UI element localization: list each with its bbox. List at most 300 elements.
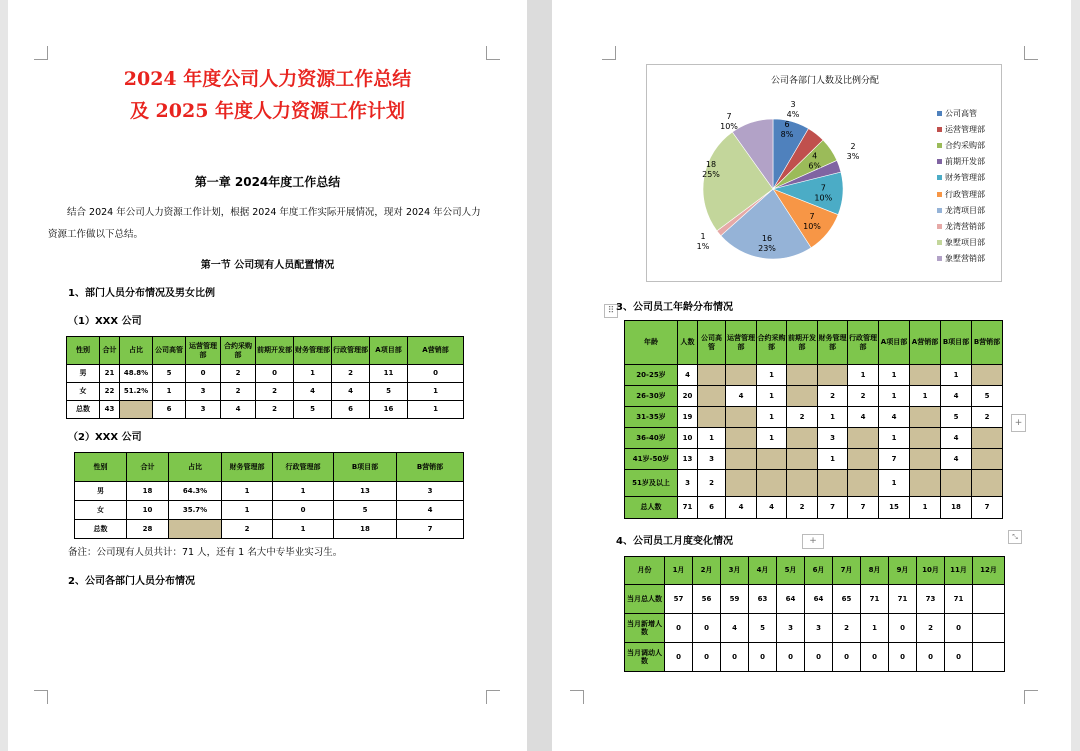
table-row — [75, 520, 464, 539]
header-cell: B营销部 — [397, 453, 464, 482]
table-cell: 0 — [721, 643, 749, 672]
legend-item — [937, 202, 985, 218]
table-cell: 18 — [334, 520, 397, 539]
table-cell: 43 — [100, 401, 120, 419]
table-row — [625, 643, 1005, 672]
header-cell: A营销部 — [408, 337, 464, 365]
company-label-2: （2）XXX 公司 — [68, 432, 142, 443]
table-cell — [698, 407, 726, 428]
table-move-handle-icon[interactable]: ⠿ — [604, 304, 618, 318]
table-cell: 3 — [805, 614, 833, 643]
table-cell: 1 — [848, 365, 879, 386]
table-cell: 13 — [334, 482, 397, 501]
table-row — [625, 585, 1005, 614]
table-cell: 65 — [833, 585, 861, 614]
legend-swatch — [937, 143, 942, 148]
header-cell: 合约采购部 — [757, 321, 787, 365]
legend-item — [937, 218, 985, 234]
pie-percent-label: 6% — [808, 161, 822, 171]
legend-label: 前期开发部 — [945, 157, 985, 167]
pie-value-label: 7 — [820, 183, 826, 193]
legend-item — [937, 105, 985, 121]
pie-percent-label: 10% — [803, 221, 821, 231]
header-cell: 月份 — [625, 557, 665, 585]
table-cell — [757, 449, 787, 470]
table-cell: 22 — [100, 383, 120, 401]
row-label-cell: 51岁及以上 — [625, 470, 678, 497]
pie-value-label: 4 — [812, 151, 818, 161]
header-cell: 前期开发部 — [256, 337, 294, 365]
table-cell — [698, 386, 726, 407]
section-heading: 第一节 公司现有人员配置情况 — [200, 260, 335, 271]
table-cell: 5 — [941, 407, 972, 428]
table-resize-icon[interactable]: ⤡ — [1008, 530, 1022, 544]
table-cell: 0 — [256, 365, 294, 383]
pie-percent-label: 25% — [702, 170, 720, 179]
table-cell: 2 — [787, 407, 818, 428]
table-cell: 2 — [818, 386, 848, 407]
table-cell — [848, 470, 879, 497]
table-cell: 7 — [879, 449, 910, 470]
table-cell: 7 — [848, 497, 879, 519]
table-cell: 57 — [665, 585, 693, 614]
legend-swatch — [937, 159, 942, 164]
table-cell: 3 — [397, 482, 464, 501]
table-cell — [973, 614, 1005, 643]
crop-mark — [34, 46, 48, 60]
page-gap — [527, 0, 552, 751]
table-cell: 4 — [294, 383, 332, 401]
add-column-icon[interactable]: + — [1011, 414, 1026, 432]
table-cell: 0 — [665, 643, 693, 672]
header-cell: 年龄 — [625, 321, 678, 365]
table-cell — [972, 428, 1003, 449]
table-cell: 1 — [818, 449, 848, 470]
table-cell: 0 — [945, 614, 973, 643]
table-cell: 0 — [693, 643, 721, 672]
table-cell: 16 — [370, 401, 408, 419]
header-cell: 运营管理部 — [186, 337, 221, 365]
header-cell: 4月 — [749, 557, 777, 585]
legend-label: 龙湾营销部 — [945, 221, 985, 231]
table-cell: 5 — [972, 386, 1003, 407]
table-cell: 4 — [726, 386, 757, 407]
table-cell: 2 — [972, 407, 1003, 428]
header-cell: 财务管理部 — [818, 321, 848, 365]
table-cell — [726, 449, 757, 470]
table-cell — [972, 470, 1003, 497]
crop-mark — [34, 690, 48, 704]
subsection-heading-1: 1、部门人员分布情况及男女比例 — [68, 288, 215, 299]
legend-label: 行政管理部 — [945, 189, 985, 199]
table-cell: 0 — [749, 643, 777, 672]
pie-value-label: 16 — [761, 234, 773, 243]
table-cell: 10 — [127, 501, 169, 520]
table-cell: 1 — [757, 386, 787, 407]
crop-mark — [1024, 690, 1038, 704]
row-label-cell: 总人数 — [625, 497, 678, 519]
table-cell — [818, 470, 848, 497]
table-cell: 1 — [861, 614, 889, 643]
legend-label: 财务管理部 — [945, 173, 985, 183]
table-cell: 0 — [693, 614, 721, 643]
add-row-icon[interactable]: + — [802, 534, 824, 549]
table-row — [625, 449, 1003, 470]
pie-value-label: 2 — [850, 142, 856, 151]
table-cell: 1 — [222, 482, 273, 501]
pie-percent-label: 10% — [720, 122, 738, 131]
table-cell: 6 — [153, 401, 186, 419]
document-page-left — [8, 0, 527, 751]
table-cell: 0 — [273, 501, 334, 520]
legend-item — [937, 186, 985, 202]
header-cell: A项目部 — [370, 337, 408, 365]
department-pie-chart[interactable] — [646, 64, 1002, 282]
legend-label: 龙湾项目部 — [945, 205, 985, 215]
table-cell — [910, 470, 941, 497]
table-header-row — [625, 321, 1003, 365]
table-cell: 2 — [256, 383, 294, 401]
subsection-heading-2: 2、公司各部门人员分布情况 — [68, 576, 195, 587]
table-cell: 0 — [408, 365, 464, 383]
crop-mark — [486, 46, 500, 60]
header-cell: A营销部 — [910, 321, 941, 365]
header-cell: 行政管理部 — [848, 321, 879, 365]
table-cell: 0 — [805, 643, 833, 672]
header-cell: 9月 — [889, 557, 917, 585]
header-cell: 公司高管 — [153, 337, 186, 365]
gender-ratio-table-2 — [74, 452, 464, 539]
table-cell: 1 — [273, 520, 334, 539]
table-cell: 3 — [186, 401, 221, 419]
table-cell: 0 — [665, 614, 693, 643]
table-cell — [726, 428, 757, 449]
table-cell: 1 — [879, 470, 910, 497]
header-cell: 合计 — [100, 337, 120, 365]
table-cell: 21 — [100, 365, 120, 383]
table-cell: 1 — [910, 386, 941, 407]
legend-swatch — [937, 240, 942, 245]
header-cell: 性别 — [67, 337, 100, 365]
table-cell: 3 — [186, 383, 221, 401]
table-cell: 13 — [678, 449, 698, 470]
table-cell: 64.3% — [169, 482, 222, 501]
row-label-cell: 31-35岁 — [625, 407, 678, 428]
table-row — [75, 501, 464, 520]
header-cell: B项目部 — [334, 453, 397, 482]
table-row — [625, 497, 1003, 519]
table-cell: 48.8% — [120, 365, 153, 383]
table-cell: 56 — [693, 585, 721, 614]
table-cell: 1 — [757, 365, 787, 386]
pie-percent-label: 1% — [696, 242, 710, 251]
pie-value-label: 3 — [790, 100, 796, 109]
header-cell: A项目部 — [879, 321, 910, 365]
legend-label: 象墅项目部 — [945, 238, 985, 248]
table-cell: 71 — [945, 585, 973, 614]
table-cell: 2 — [917, 614, 945, 643]
table-row — [67, 365, 464, 383]
legend-item — [937, 251, 985, 267]
header-cell: 前期开发部 — [787, 321, 818, 365]
table-cell: 4 — [879, 407, 910, 428]
table-cell: 73 — [917, 585, 945, 614]
header-cell: 合计 — [127, 453, 169, 482]
table-cell: 2 — [221, 365, 256, 383]
header-cell: B项目部 — [941, 321, 972, 365]
legend-item — [937, 154, 985, 170]
table-cell: 2 — [848, 386, 879, 407]
age-distribution-table — [624, 320, 1003, 519]
chart-title: 公司各部门人数及比例分配 — [770, 76, 879, 86]
row-label-cell: 41岁-50岁 — [625, 449, 678, 470]
crop-mark — [486, 690, 500, 704]
table-cell: 1 — [757, 428, 787, 449]
header-cell: 占比 — [169, 453, 222, 482]
table-cell: 15 — [879, 497, 910, 519]
table-cell: 28 — [127, 520, 169, 539]
table-cell: 6 — [698, 497, 726, 519]
table-cell: 3 — [698, 449, 726, 470]
table-cell: 1 — [222, 501, 273, 520]
table-cell: 4 — [332, 383, 370, 401]
table-cell: 4 — [678, 365, 698, 386]
company-label-1: （1）XXX 公司 — [68, 316, 142, 327]
header-cell: 财务管理部 — [222, 453, 273, 482]
pie-percent-label: 23% — [758, 244, 776, 253]
table-cell: 1 — [941, 365, 972, 386]
table-cell: 1 — [273, 482, 334, 501]
table-header-row — [75, 453, 464, 482]
row-label-cell: 男 — [67, 365, 100, 383]
table-cell — [726, 470, 757, 497]
table-cell: 1 — [879, 365, 910, 386]
table-cell: 2 — [332, 365, 370, 383]
table-cell: 3 — [777, 614, 805, 643]
table-cell — [757, 470, 787, 497]
table-cell: 4 — [726, 497, 757, 519]
pie-percent-label: 10% — [814, 193, 833, 203]
legend-swatch — [937, 111, 942, 116]
header-cell: 11月 — [945, 557, 973, 585]
legend-item — [937, 235, 985, 251]
table-cell — [818, 365, 848, 386]
row-label-cell: 26-30岁 — [625, 386, 678, 407]
table-cell: 18 — [941, 497, 972, 519]
table-cell: 5 — [153, 365, 186, 383]
table-cell — [941, 470, 972, 497]
table-cell — [972, 365, 1003, 386]
table-cell: 20 — [678, 386, 698, 407]
table-cell: 5 — [334, 501, 397, 520]
table-cell — [973, 585, 1005, 614]
table-cell: 2 — [256, 401, 294, 419]
table-cell: 71 — [861, 585, 889, 614]
table-cell: 4 — [221, 401, 256, 419]
row-label-cell: 女 — [75, 501, 127, 520]
header-cell: 行政管理部 — [332, 337, 370, 365]
table-cell — [787, 470, 818, 497]
subsection-heading-3: 3、公司员工年龄分布情况 — [616, 302, 733, 313]
table-cell: 1 — [294, 365, 332, 383]
chart-legend — [937, 105, 985, 267]
table-cell: 11 — [370, 365, 408, 383]
table-cell: 59 — [721, 585, 749, 614]
header-cell: 占比 — [120, 337, 153, 365]
table-cell: 1 — [698, 428, 726, 449]
table-cell — [726, 407, 757, 428]
table-cell: 2 — [222, 520, 273, 539]
table-cell — [787, 365, 818, 386]
header-cell: 公司高管 — [698, 321, 726, 365]
header-cell: 6月 — [805, 557, 833, 585]
pie-percent-label: 3% — [846, 152, 860, 161]
table-cell — [972, 449, 1003, 470]
table-cell: 4 — [941, 386, 972, 407]
pie-value-label: 1 — [700, 232, 706, 241]
table-cell: 71 — [678, 497, 698, 519]
legend-swatch — [937, 256, 942, 261]
row-label-cell: 36-40岁 — [625, 428, 678, 449]
table-cell: 4 — [757, 497, 787, 519]
table-cell: 1 — [408, 401, 464, 419]
table-cell — [726, 365, 757, 386]
table-cell: 0 — [186, 365, 221, 383]
legend-swatch — [937, 208, 942, 213]
legend-label: 运营管理部 — [945, 124, 985, 134]
document-title-line2: 及 2025 年度人力资源工作计划 — [129, 100, 406, 122]
table-cell: 18 — [127, 482, 169, 501]
table-cell: 1 — [818, 407, 848, 428]
table-cell: 0 — [917, 643, 945, 672]
pie-value-label: 18 — [705, 160, 717, 169]
table-cell: 6 — [332, 401, 370, 419]
table-cell: 4 — [397, 501, 464, 520]
legend-swatch — [937, 224, 942, 229]
legend-label: 象墅营销部 — [945, 254, 985, 264]
table-cell — [910, 449, 941, 470]
table-cell: 64 — [777, 585, 805, 614]
legend-label: 公司高管 — [945, 108, 977, 118]
table-cell: 4 — [941, 449, 972, 470]
table-cell: 5 — [294, 401, 332, 419]
header-cell: 10月 — [917, 557, 945, 585]
table-cell — [169, 520, 222, 539]
pie-value-label: 7 — [809, 211, 815, 221]
staff-note: 备注：公司现有人员共计：71 人，还有 1 名大中专毕业实习生。 — [68, 547, 343, 558]
header-cell: 合约采购部 — [221, 337, 256, 365]
legend-swatch — [937, 192, 942, 197]
header-cell: 运营管理部 — [726, 321, 757, 365]
table-cell — [787, 428, 818, 449]
table-cell — [848, 449, 879, 470]
legend-swatch — [937, 127, 942, 132]
pie-value-label: 6 — [784, 120, 790, 129]
table-row — [625, 428, 1003, 449]
row-label-cell: 总数 — [67, 401, 100, 419]
table-cell — [910, 365, 941, 386]
legend-item — [937, 170, 985, 186]
header-cell: 2月 — [693, 557, 721, 585]
table-cell: 1 — [879, 428, 910, 449]
header-cell: 3月 — [721, 557, 749, 585]
table-cell: 4 — [721, 614, 749, 643]
table-cell: 71 — [889, 585, 917, 614]
table-cell: 1 — [757, 407, 787, 428]
table-row — [625, 386, 1003, 407]
table-cell: 1 — [879, 386, 910, 407]
row-label-cell: 男 — [75, 482, 127, 501]
table-cell: 2 — [698, 470, 726, 497]
row-label-cell: 当月调动人数 — [625, 643, 665, 672]
table-cell: 2 — [833, 614, 861, 643]
header-cell: 财务管理部 — [294, 337, 332, 365]
row-label-cell: 总数 — [75, 520, 127, 539]
table-cell: 0 — [889, 643, 917, 672]
table-cell: 7 — [818, 497, 848, 519]
table-row — [67, 401, 464, 419]
row-label-cell: 女 — [67, 383, 100, 401]
table-cell — [910, 428, 941, 449]
header-cell: 性别 — [75, 453, 127, 482]
table-row — [625, 365, 1003, 386]
document-page-right — [552, 0, 1071, 751]
table-cell — [698, 365, 726, 386]
gender-ratio-table-1 — [66, 336, 464, 419]
header-cell: 1月 — [665, 557, 693, 585]
header-cell: B营销部 — [972, 321, 1003, 365]
table-cell: 0 — [833, 643, 861, 672]
header-cell: 12月 — [973, 557, 1005, 585]
pie-percent-label: 8% — [780, 130, 794, 139]
table-cell: 4 — [848, 407, 879, 428]
header-cell: 行政管理部 — [273, 453, 334, 482]
row-label-cell: 20-25岁 — [625, 365, 678, 386]
header-cell: 7月 — [833, 557, 861, 585]
table-row — [625, 407, 1003, 428]
table-cell: 10 — [678, 428, 698, 449]
subsection-heading-4: 4、公司员工月度变化情况 — [616, 536, 733, 547]
table-cell: 3 — [818, 428, 848, 449]
table-cell: 51.2% — [120, 383, 153, 401]
header-cell: 5月 — [777, 557, 805, 585]
table-cell: 0 — [889, 614, 917, 643]
crop-mark — [602, 46, 616, 60]
table-cell: 1 — [910, 497, 941, 519]
table-cell — [787, 386, 818, 407]
row-label-cell: 当月新增人数 — [625, 614, 665, 643]
table-cell: 64 — [805, 585, 833, 614]
chapter-heading: 第一章 2024年度工作总结 — [194, 175, 341, 189]
pie-value-label: 7 — [726, 112, 732, 121]
table-cell: 2 — [787, 497, 818, 519]
table-cell: 0 — [861, 643, 889, 672]
header-cell: 人数 — [678, 321, 698, 365]
table-row — [625, 614, 1005, 643]
table-row — [67, 383, 464, 401]
table-cell — [973, 643, 1005, 672]
table-cell: 3 — [678, 470, 698, 497]
pie-percent-label: 4% — [786, 110, 800, 119]
table-cell: 0 — [945, 643, 973, 672]
table-cell: 7 — [972, 497, 1003, 519]
intro-paragraph: 结合 2024 年公司人力资源工作计划，根据 2024 年度工作实际开展情况，现对 2024 年公司人力资源工作做以下总结。 — [48, 207, 481, 240]
legend-item — [937, 121, 985, 137]
document-title-line1: 2024 年度公司人力资源工作总结 — [123, 68, 412, 90]
table-cell: 5 — [370, 383, 408, 401]
table-row — [625, 470, 1003, 497]
table-cell: 5 — [749, 614, 777, 643]
